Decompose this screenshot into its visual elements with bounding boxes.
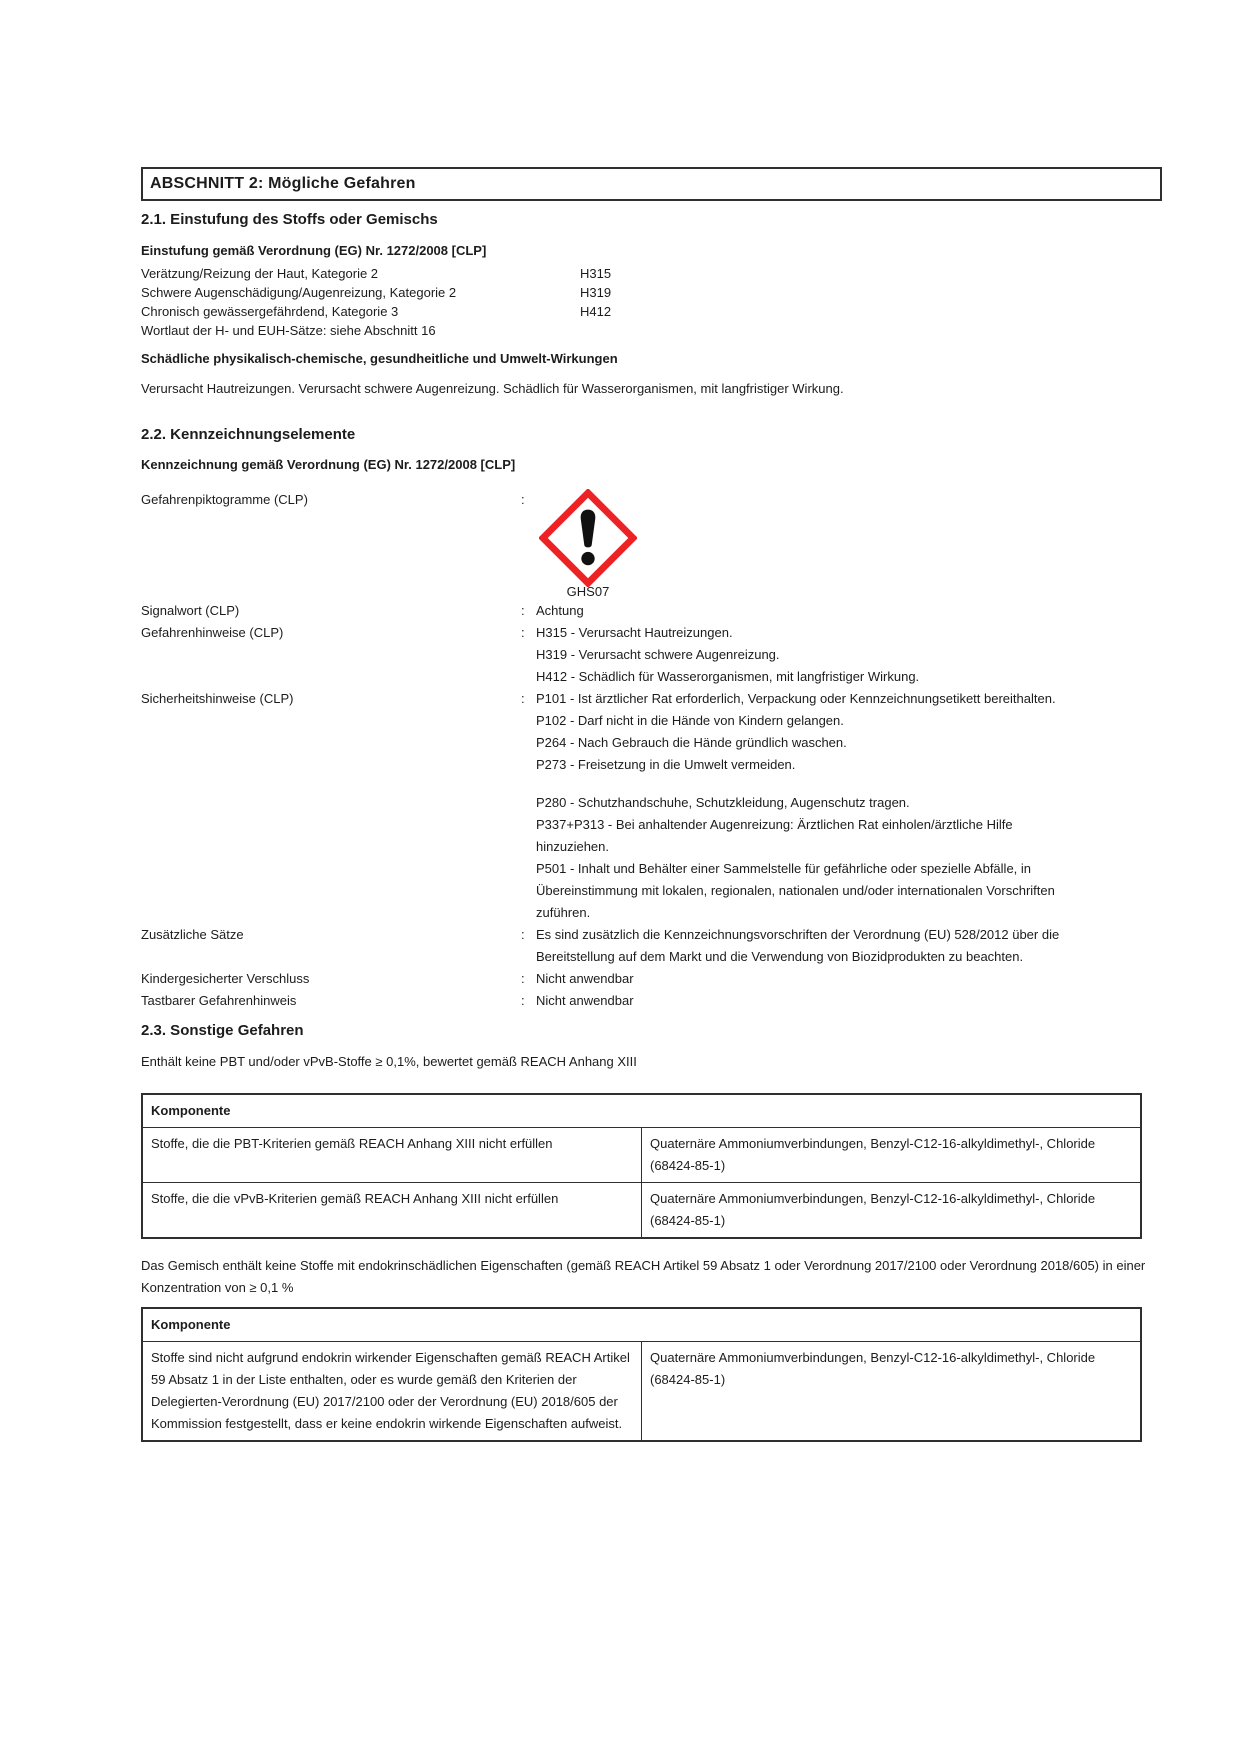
table-header-row: [142, 1308, 1141, 1342]
field-colon: :: [521, 927, 525, 942]
field-value: [536, 792, 1162, 924]
section-2-header-box: [141, 167, 1162, 201]
section-2-1-title: 2.1. Einstufung des Stoffs oder Gemischs: [141, 211, 438, 228]
endocrine-table-wrap: [141, 1307, 1162, 1442]
field-value-line: H319 - Verursacht schwere Augenreizung.: [536, 647, 780, 662]
pictogram-field-row: [141, 489, 1162, 600]
field-value: [536, 990, 1162, 1012]
field-value-line: P264 - Nach Gebrauch die Hände gründlich waschen.: [536, 735, 847, 750]
exclamation-dot: [581, 552, 594, 565]
field-value-line: Nicht anwendbar: [536, 993, 634, 1008]
field-label: Signalwort (CLP): [141, 603, 240, 618]
pbt-vpvb-table-head: [142, 1094, 1141, 1128]
labelling-regulation-heading: Kennzeichnung gemäß Verordnung (EG) Nr. 1272/2008 [CLP]: [141, 457, 516, 472]
ghs07-pictogram: [539, 489, 637, 600]
pbt-statement: Enthält keine PBT und/oder vPvB-Stoffe ≥ 0,1%, bewertet gemäß REACH Anhang XIII: [141, 1054, 637, 1069]
hazard-code: H319: [580, 285, 612, 300]
classification-label: Schwere Augenschädigung/Augenreizung, Kategorie 2: [141, 285, 457, 300]
criteria-cell: Stoffe sind nicht aufgrund endokrin wirkender Eigenschaften gemäß REACH Artikel 59 Absatz 1 in der Liste enthalten, oder es wurde gemäß den Kriterien der Delegierten-Verordnung (EU) 2017/2100 oder der Verordnung (EU) 2018/605 der Kommission festgestellt, dass er keine endokrin wirkende Eigenschaften aufweist.: [142, 1342, 642, 1442]
table-header-row: [142, 1094, 1141, 1128]
labelling-fields: [141, 600, 1162, 1012]
pbt-vpvb-table-wrap: [141, 1093, 1162, 1239]
pictogram-field-colon: :: [521, 492, 525, 507]
field-value: [536, 924, 1162, 968]
table-row: [142, 1128, 1141, 1183]
pictogram-field-value: [536, 489, 1162, 600]
section-2-2-title: 2.2. Kennzeichnungselemente: [141, 426, 356, 443]
field-colon: :: [521, 603, 525, 618]
classification-row: [141, 283, 1162, 302]
component-cell: Quaternäre Ammoniumverbindungen, Benzyl-C12-16-alkyldimethyl-, Chloride (68424-85-1): [642, 1128, 1142, 1183]
classification-list: [141, 264, 1162, 321]
classification-row: [141, 264, 1162, 283]
field-value-line: Übereinstimmung mit lokalen, regionalen, nationalen und/oder internationalen Vorschriften: [536, 883, 1055, 898]
field-label: Tastbarer Gefahrenhinweis: [141, 993, 297, 1008]
criteria-cell: Stoffe, die die vPvB-Kriterien gemäß REACH Anhang XIII nicht erfüllen: [142, 1183, 642, 1239]
field-label: Sicherheitshinweise (CLP): [141, 691, 294, 706]
label-field-row: [141, 968, 1162, 990]
ghs07-caption: GHS07: [566, 584, 610, 599]
pbt-vpvb-table-body: [142, 1128, 1141, 1239]
endocrine-table: [141, 1307, 1142, 1442]
adverse-effects-text: Verursacht Hautreizungen. Verursacht schwere Augenreizung. Schädlich für Wasserorganismen, mit langfristiger Wirkung.: [141, 381, 844, 396]
label-field-row: [141, 600, 1162, 622]
page-content: [141, 167, 1162, 1442]
field-value-line: P501 - Inhalt und Behälter einer Sammelstelle für gefährliche oder spezielle Abfälle, in: [536, 861, 1032, 876]
field-value-line: Bereitstellung auf dem Markt und die Verwendung von Biozidprodukten zu beachten.: [536, 949, 1024, 964]
field-value-line: P102 - Darf nicht in die Hände von Kindern gelangen.: [536, 713, 844, 728]
field-value: [536, 600, 1162, 622]
hazard-statements-reference: Wortlaut der H- und EUH-Sätze: siehe Abschnitt 16: [141, 323, 436, 338]
field-value-line: hinzuziehen.: [536, 839, 609, 854]
classification-label: Verätzung/Reizung der Haut, Kategorie 2: [141, 266, 379, 281]
pbt-vpvb-table: [141, 1093, 1142, 1239]
section-2-3-title: 2.3. Sonstige Gefahren: [141, 1022, 304, 1039]
field-value-line: P273 - Freisetzung in die Umwelt vermeiden.: [536, 757, 796, 772]
field-value: [536, 968, 1162, 990]
field-value-line: Nicht anwendbar: [536, 971, 634, 986]
classification-row: [141, 302, 1162, 321]
label-field-row: [141, 792, 1162, 924]
label-field-row: [141, 924, 1162, 968]
component-cell: Quaternäre Ammoniumverbindungen, Benzyl-C12-16-alkyldimethyl-, Chloride (68424-85-1): [642, 1342, 1142, 1442]
label-field-row: [141, 688, 1162, 776]
ghs07-exclamation-icon: [539, 489, 637, 587]
field-label: Kindergesicherter Verschluss: [141, 971, 310, 986]
classification-label: Chronisch gewässergefährdend, Kategorie 3: [141, 304, 399, 319]
section-2-header-title: ABSCHNITT 2: Mögliche Gefahren: [150, 175, 416, 192]
component-cell: Quaternäre Ammoniumverbindungen, Benzyl-C12-16-alkyldimethyl-, Chloride (68424-85-1): [642, 1183, 1142, 1239]
field-colon: :: [521, 993, 525, 1008]
field-value-line: P101 - Ist ärztlicher Rat erforderlich, Verpackung oder Kennzeichnungsetikett bereithalten.: [536, 691, 1056, 706]
field-value-line: H412 - Schädlich für Wasserorganismen, mit langfristiger Wirkung.: [536, 669, 920, 684]
pictogram-field-label: Gefahrenpiktogramme (CLP): [141, 492, 308, 507]
table-row: [142, 1342, 1141, 1442]
field-value: [536, 622, 1162, 688]
field-colon: :: [521, 971, 525, 986]
field-value-line: P337+P313 - Bei anhaltender Augenreizung: Ärztlichen Rat einholen/ärztliche Hilfe: [536, 817, 1013, 832]
table-row: [142, 1183, 1141, 1239]
field-value-line: Es sind zusätzlich die Kennzeichnungsvorschriften der Verordnung (EU) 528/2012 über die: [536, 927, 1060, 942]
endocrine-statement: Das Gemisch enthält keine Stoffe mit endokrinschädlichen Eigenschaften (gemäß REACH Artikel 59 Absatz 1 oder Verordnung 2017/2100 oder Verordnung 2018/605) in einer Konzentration von ≥ 0,1 %: [141, 1258, 1146, 1295]
field-value-line: P280 - Schutzhandschuhe, Schutzkleidung, Augenschutz tragen.: [536, 795, 910, 810]
hazard-code: H315: [580, 266, 612, 281]
label-field-row: [141, 990, 1162, 1012]
hazard-code: H412: [580, 304, 612, 319]
field-value-line: H315 - Verursacht Hautreizungen.: [536, 625, 733, 640]
criteria-cell: Stoffe, die die PBT-Kriterien gemäß REACH Anhang XIII nicht erfüllen: [142, 1128, 642, 1183]
field-colon: :: [521, 625, 525, 640]
endocrine-table-head: [142, 1308, 1141, 1342]
field-value: [536, 688, 1162, 776]
label-field-row: [141, 622, 1162, 688]
field-label: Zusätzliche Sätze: [141, 927, 244, 942]
field-value-line: zuführen.: [536, 905, 591, 920]
table-header-cell: Komponente: [142, 1094, 1141, 1128]
field-colon: :: [521, 691, 525, 706]
field-value-line: Achtung: [536, 603, 584, 618]
adverse-effects-heading: Schädliche physikalisch-chemische, gesundheitliche und Umwelt-Wirkungen: [141, 351, 618, 366]
endocrine-table-body: [142, 1342, 1141, 1442]
table-header-cell: Komponente: [142, 1308, 1141, 1342]
classification-regulation-heading: Einstufung gemäß Verordnung (EG) Nr. 1272/2008 [CLP]: [141, 243, 487, 258]
field-label: Gefahrenhinweise (CLP): [141, 625, 284, 640]
